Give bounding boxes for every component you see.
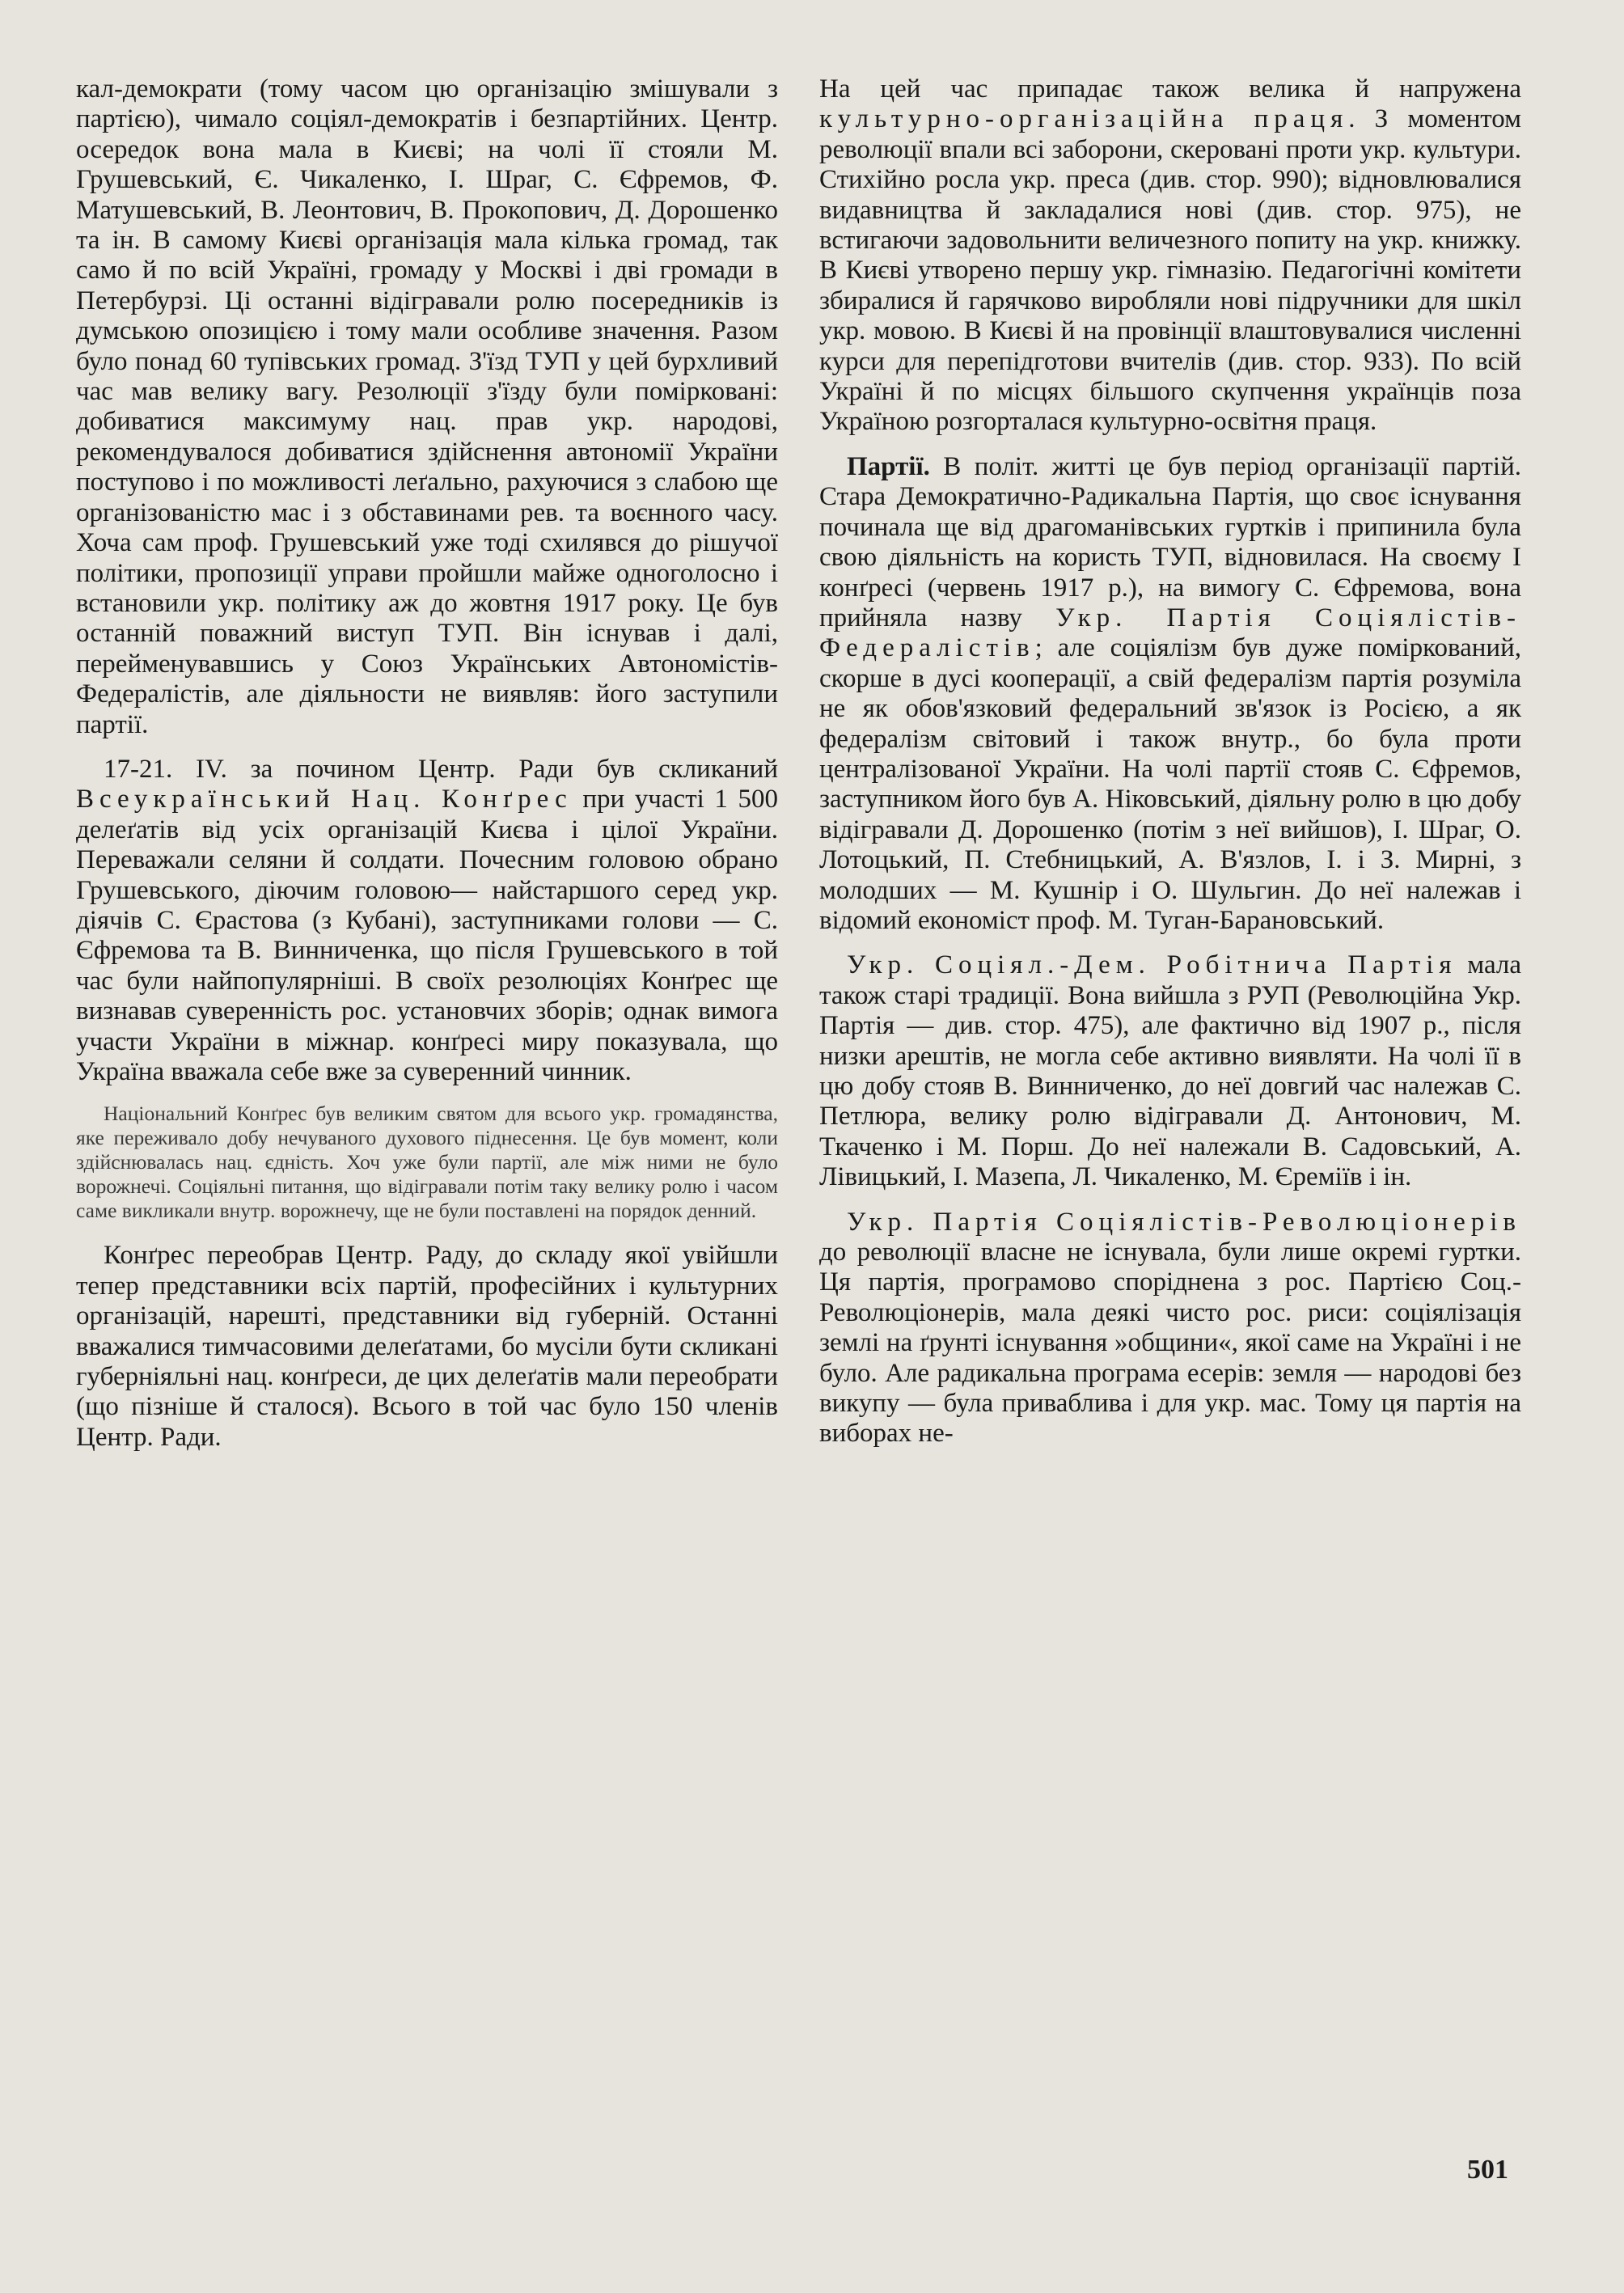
- page-number: 501: [1467, 2155, 1508, 2185]
- small-print-note: [76, 1102, 778, 1223]
- section-heading: Партії.: [847, 451, 930, 481]
- paragraph-text: мала також старі традиції. Вона вийшла з РУП (Революційна Укр. Партія — див. стор. 475), але фактично від 1907 р., після низки арештів, не могла себе активно виявляти. На чолі її в цю добу стояв В. Винниченко, до неї довгий час належав С. Петлюра, велику ролю відігравали Д. Антонович, М. Ткаченко і М. Порш. До неї належали В. Садовський, А. Лівицький, І. Мазепа, Л. Чикаленко, М. Єреміїв і ін.: [819, 950, 1521, 1192]
- paragraph: [819, 1208, 1521, 1449]
- spaced-emphasis-text: Укр. Соціял.-Дем. Робітнича Партія: [847, 950, 1457, 980]
- spaced-emphasis-text: Укр. Партія Соціялістів-Федералістів: [819, 603, 1521, 663]
- spaced-emphasis-text: культурно-організаційна праця: [819, 104, 1349, 134]
- spaced-emphasis-text: Всеукраїнський Нац. Конґрес: [76, 785, 573, 814]
- paragraph-text: Національний Конґрес був великим святом для всього укр. громадянства, яке переживало добу нечуваного духового піднесення. Це був момент, коли здійснювалась нац. єдність. Хоч уже були партії, але між ними не було ворожнечі. Соціяльні питання, що відігравали потім таку велику ролю і часом саме викликали внутр. ворожнечу, ще не були поставлені на порядок денний.: [76, 1102, 778, 1223]
- right-column: [819, 74, 1521, 1464]
- paragraph: [76, 74, 778, 740]
- spaced-emphasis-text: Укр. Партія Соціялістів-Революціонерів: [847, 1207, 1521, 1237]
- paragraph-text: кал-демократи (тому часом цю організацію змішували з партією), чимало соціял-демократів і безпартійних. Центр. осередок вона мала в Києві; на чолі її стояли М. Грушевський, Є. Чикаленко, І. Шраг, С. Єфремов, Ф. Матушевський, В. Леонтович, В. Прокопович, Д. Дорошенко та ін. В самому Києві організація мала кілька громад, так само й по всій Україні, громаду у Москві і дві громади в Петербурзі. Ці останні відігравали ролю посередників із думською опозицією і тому мали особливе значення. Разом було понад 60 тупівських громад. З'їзд ТУП у цей бурхливий час мав велику вагу. Резолюції з'їзду були поміркованi: добиватися максимуму нац. прав укр. народові, рекомендувалося добиватися здійснення автономії України поступово і по можливості леґально, рахуючися з слабою ще організованістю мас і з обставинами рев. та воєнного часу. Хоча сам проф. Грушевський уже тоді схилявся до рішучої політики, пропозиції управи пройшли майже одноголосно і встановили укр. політику аж до жовтня 1917 року. Це був останній поважний виступ ТУП. Він існував і далі, перейменувавшись у Союз Українських Автономістів-Федералістів, але діяльности не виявляв: його заступили партії.: [76, 74, 778, 739]
- paragraph-text: В політ. житті це був період організації партій. Стара Демократично-Радикальна Партія, що своє існування починала ще від драгоманівських гуртків і припинила була свою діяльність на користь ТУП, відновилася. На своєму I конґресі (червень 1917 р.), на вимогу С. Єфремова, вона прийняла назву: [819, 451, 1521, 632]
- paragraph-text: 17-21. IV. за почином Центр. Ради був скликаний: [104, 754, 778, 784]
- paragraph-text: На цей час припадає також велика й напружена: [819, 74, 1521, 104]
- paragraph-text: Конґрес переобрав Центр. Раду, до складу якої увійшли тепер представники всіх партій, професійних і культурних організацій, нарешті, представники від губерній. Останні вважалися тимчасовими делеґатами, бо мусіли бути скликані губерніяльні нац. конґреси, де цих делеґатів мали переобрати (що пізніше й сталося). Всього в той час було 150 членів Центр. Ради.: [76, 1241, 778, 1452]
- paragraph-text: при участі 1 500 делеґатів від усіх організацій Києва і цілої України. Переважали селяни й солдати. Почесним головою обрано Грушевського, діючим головою— найстаршого серед укр. діячів С. Єрастова (з Кубані), заступниками голови — С. Єфремова та В. Винниченка, що після Грушевського в той час були найпопулярніші. В своїх резолюціях Конґрес ще визнавав суверенність рос. установчих зборів; однак вимога участи України в міжнар. конґресі миру показувала, що Україна вважала себе вже за суверенний чинник.: [76, 785, 778, 1086]
- paragraph-text: ; але соціялізм був дуже поміркований, скорше в дусі кооперації, а свій федералізм партія розуміла не як обов'язковий федеральний зв'язок із Росією, а як федералізм світовий і також внутр., бо була проти централізованої України. На чолі партії стояв С. Єфремов, заступником його був А. Ніковський, діяльну ролю в цю добу відігравали Д. Дорошенко (потім з неї вийшов), І. Шраг, О. Лотоцький, П. Стебницький, А. В'язлов, І. і З. Мирні, з молодших — М. Кушнір і О. Шульгин. До неї належав і відомий економіст проф. М. Туган-Барановський.: [819, 633, 1521, 935]
- paragraph-text: до революції власне не існувала, були лише окремі гуртки. Ця партія, програмово споріднена з рос. Партією Соц.-Революціонерів, мала деякі чисто рос. риси: соціялізація землі на ґрунті існування »общини«, якої саме на Україні і не було. Але радикальна програма есерів: земля — народові без викупу — була приваблива і для укр. мас. Тому ця партія на виборах не-: [819, 1237, 1521, 1449]
- paragraph: [76, 1241, 778, 1453]
- paragraph: [76, 755, 778, 1087]
- left-column: [76, 74, 778, 1467]
- paragraph-text: . З моментом революції впали всі заборони, скеровані проти укр. культури. Стихійно росла укр. преса (див. стор. 990); відновлювалися видавництва й закладалися нові (див. стор. 975), не встигаючи задовольнити величезного попиту на укр. книжку. В Києві утворено першу укр. гімназію. Педагогічні комітети збиралися й гарячково виробляли нові підручники для шкіл укр. мовою. В Києві й на провінції влаштовувалися численні курси для перепідготови вчителів (див. стор. 933). По всій Україні й по місцях більшого скупчення українців поза Україною розгорталася культурно-освітня праця.: [819, 104, 1521, 437]
- paragraph: [819, 452, 1521, 937]
- paragraph: [819, 950, 1521, 1192]
- paragraph: [819, 74, 1521, 438]
